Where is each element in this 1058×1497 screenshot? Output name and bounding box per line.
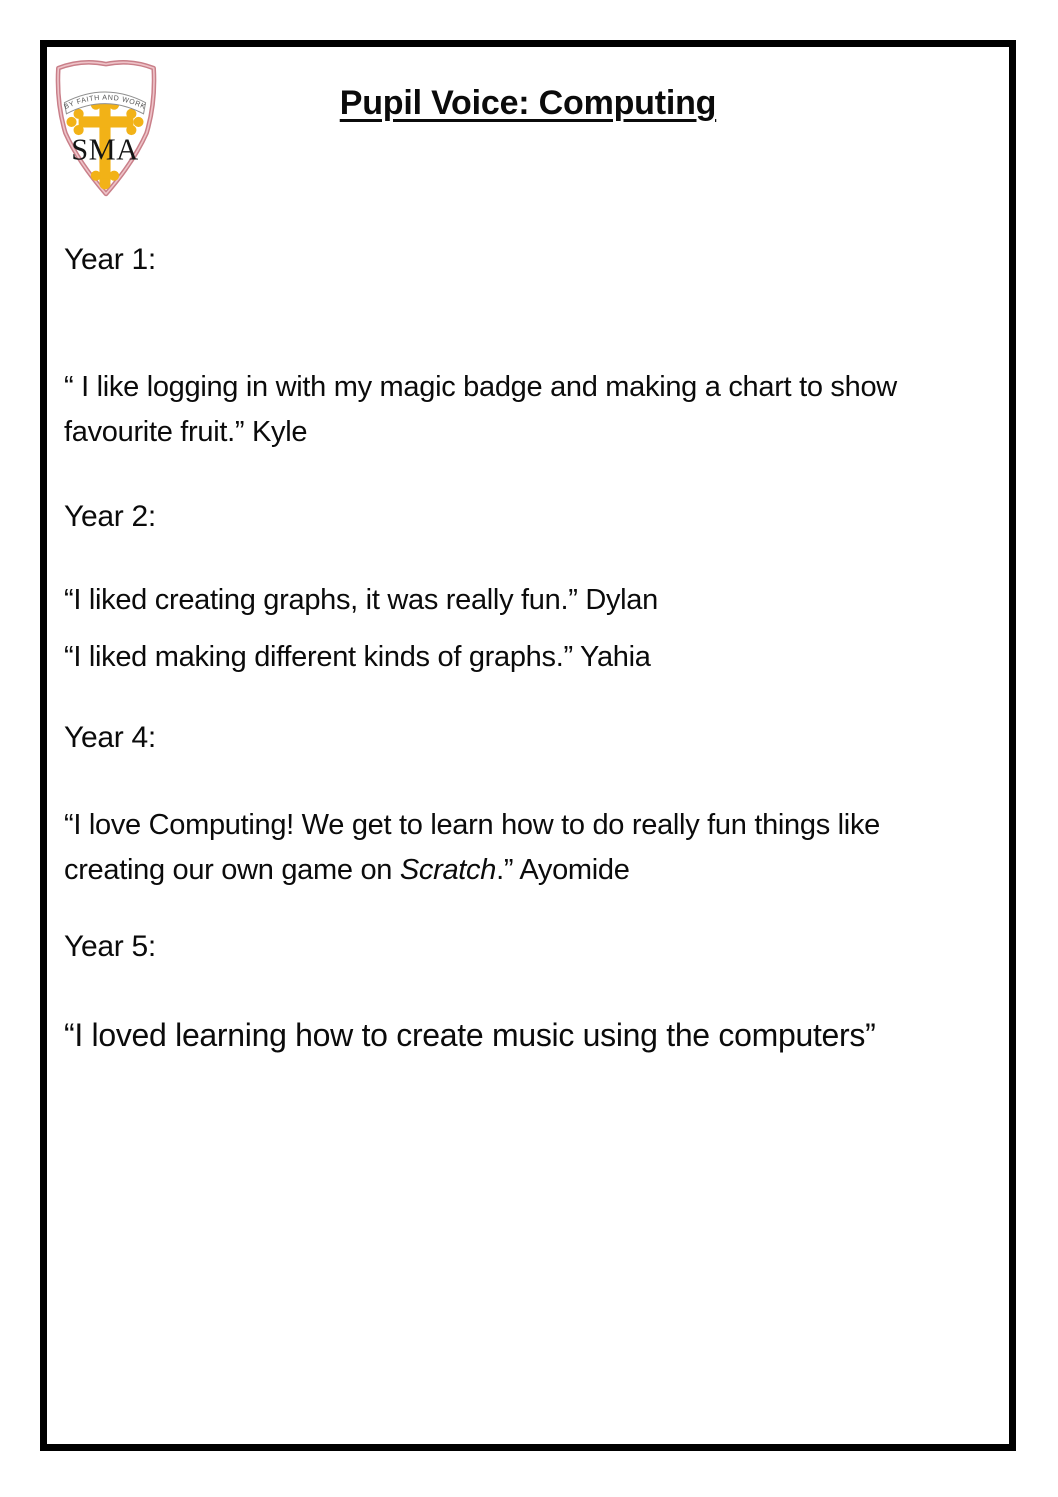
section-heading-year-4: Year 4: (64, 721, 156, 754)
pupil-quote-year-1 (64, 365, 948, 455)
page-border (40, 40, 1016, 1451)
section-heading-year-5: Year 5: (64, 930, 156, 963)
page-title (40, 83, 1016, 124)
pupil-quote-year-4 (64, 803, 948, 893)
quote-text-after: .” Ayomide (496, 854, 630, 886)
quote-text: “I loved learning how to create music using the computers” (64, 1017, 876, 1053)
pupil-quote-year-5 (64, 1013, 875, 1058)
quote-text: “I liked creating graphs, it was really fun.” Dylan (64, 584, 658, 616)
school-crest-logo (52, 56, 160, 198)
school-initials: SMA (71, 132, 139, 167)
quote-text: “ I like logging in with my magic badge and making a chart to show favourite fruit.” Kyle (64, 371, 897, 448)
quote-text-italic: Scratch (399, 854, 497, 886)
pupil-quote-year-2-dylan (64, 578, 948, 623)
section-heading-year-1: Year 1: (64, 243, 156, 276)
motto-label: BY FAITH AND WORK (62, 93, 148, 112)
page-title-text: Pupil Voice: Computing (339, 83, 717, 122)
section-heading-year-2: Year 2: (64, 500, 156, 533)
quote-text: “I liked making different kinds of graphs.” Yahia (64, 641, 651, 673)
pupil-quote-year-2-yahia (64, 635, 948, 680)
quote-text: “I love Computing! We get to learn how to do really fun things like creating our own game on (64, 809, 880, 886)
